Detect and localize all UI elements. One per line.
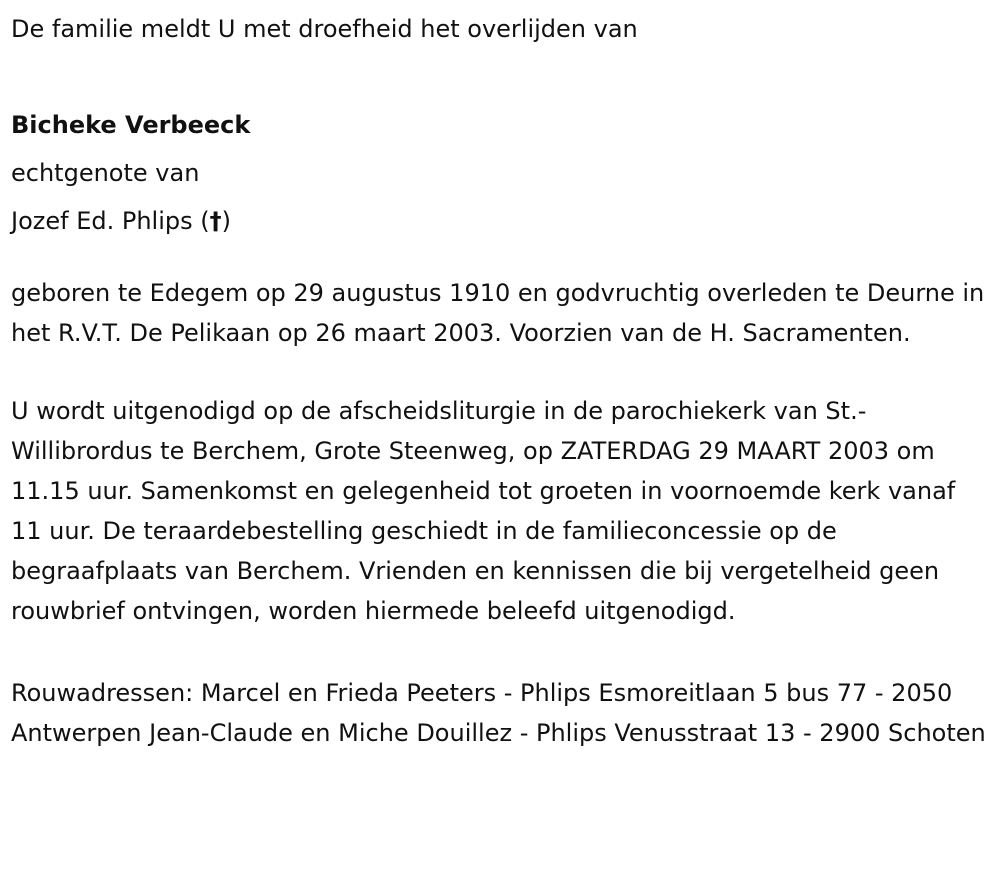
intro-line: De familie meldt U met droefheid het overlijden van (11, 15, 638, 43)
addresses-paragraph: Rouwadressen: Marcel en Frieda Peeters - Phlips Esmoreitlaan 5 bus 77 - 2050 Antwerpen Jean-Claude en Miche Douillez - Phlips Venusstraat 13 - 2900 Schoten (11, 679, 986, 747)
cross-icon: † (209, 207, 222, 235)
invitation-paragraph: U wordt uitgenodigd op de afscheidsliturgie in de parochiekerk van St.-Willibrordus te Berchem, Grote Steenweg, op ZATERDAG 29 MAART 2003 om 11.15 uur. Samenkomst en gelegenheid tot groeten in voornoemde kerk vanaf 11 uur. De teraardebestelling geschiedt in de familieconcessie op de begraafplaats van Berchem. Vrienden en kennissen die bij vergetelheid geen rouwbrief ontvingen, worden hiermede beleefd uitgenodigd. (11, 397, 956, 625)
blank-spacer (11, 53, 986, 101)
obituary-text (11, 5, 986, 753)
spouse-name: Jozef Ed. Phlips ( (11, 207, 210, 235)
relation-line: echtgenote van (11, 159, 200, 187)
deceased-name: Bicheke Verbeeck (11, 111, 251, 139)
spouse-line (11, 197, 986, 245)
spouse-close: ) (221, 207, 231, 235)
birth-death-paragraph: geboren te Edegem op 29 augustus 1910 en godvruchtig overleden te Deurne in het R.V.T. De Pelikaan op 26 maart 2003. Voorzien van de H. Sacramenten. (11, 279, 985, 347)
